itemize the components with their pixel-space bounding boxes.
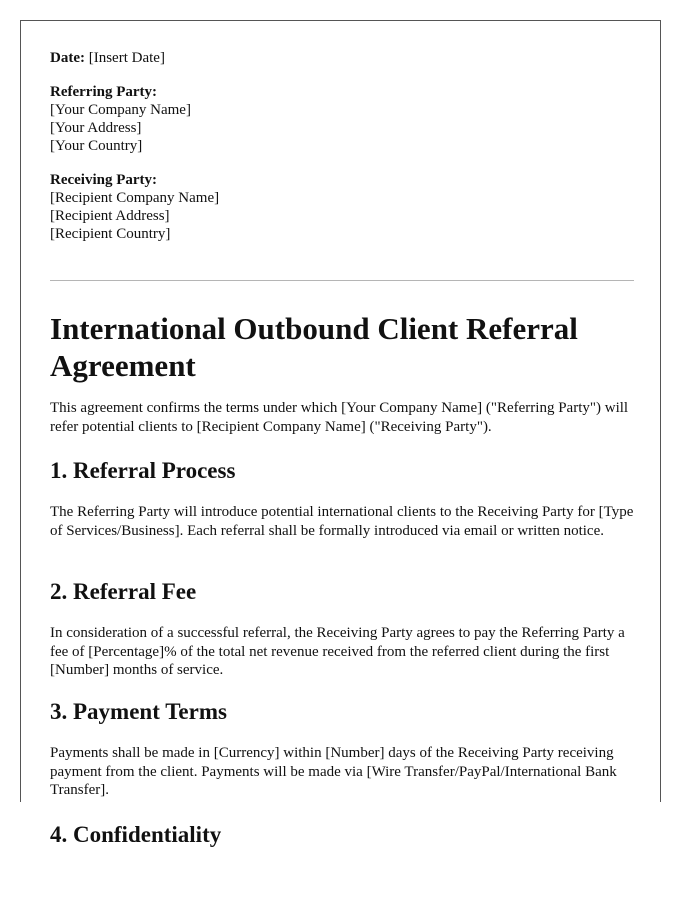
referring-company-name: [Your Company Name]	[50, 102, 191, 118]
intro-paragraph: This agreement confirms the terms under which [Your Company Name] ("Referring Party") will refer potential clients to [Recipient Company Name] ("Receiving Party").	[50, 400, 629, 435]
section-body: Payments shall be made in [Currency] within [Number] days of the Receiving Party receiving payment from the client. Payments will be made via [Wire Transfer/PayPal/International Bank Transfer].	[50, 745, 617, 798]
recipient-company-name: [Recipient Company Name]	[50, 190, 220, 206]
date-line	[50, 49, 634, 67]
referring-party-label: Referring Party:	[50, 84, 158, 100]
referring-address: [Your Address]	[50, 120, 142, 136]
section-heading: 2. Referral Fee	[50, 579, 197, 604]
referring-party-block	[50, 83, 634, 155]
section-referral-process	[50, 457, 634, 540]
section-body: In consideration of a successful referral, the Receiving Party agrees to pay the Referring Party a fee of [Percentage]% of the total net revenue received from the referred client during the first [Number] months of service.	[50, 625, 625, 678]
recipient-address: [Recipient Address]	[50, 208, 170, 224]
recipient-country: [Recipient Country]	[50, 226, 171, 242]
section-heading: 1. Referral Process	[50, 458, 236, 483]
date-label: Date:	[50, 50, 85, 66]
document-title: International Outbound Client Referral Agreement	[50, 311, 578, 383]
section-heading: 3. Payment Terms	[50, 699, 227, 724]
section-heading-cut-off: 4. Confidentiality	[50, 822, 222, 847]
receiving-party-label: Receiving Party:	[50, 172, 158, 188]
document-content	[50, 49, 634, 847]
header-divider	[50, 280, 634, 281]
receiving-party-block	[50, 171, 634, 243]
date-value: [Insert Date]	[88, 50, 165, 66]
section-body: The Referring Party will introduce potential international clients to the Receiving Party for [Type of Services/Business]. Each referral shall be formally introduced via email or written notice.	[50, 504, 634, 539]
section-referral-fee	[50, 578, 634, 680]
section-payment-terms	[50, 698, 634, 800]
document-page	[20, 20, 661, 847]
date-block	[50, 49, 634, 67]
referring-country: [Your Country]	[50, 138, 143, 154]
